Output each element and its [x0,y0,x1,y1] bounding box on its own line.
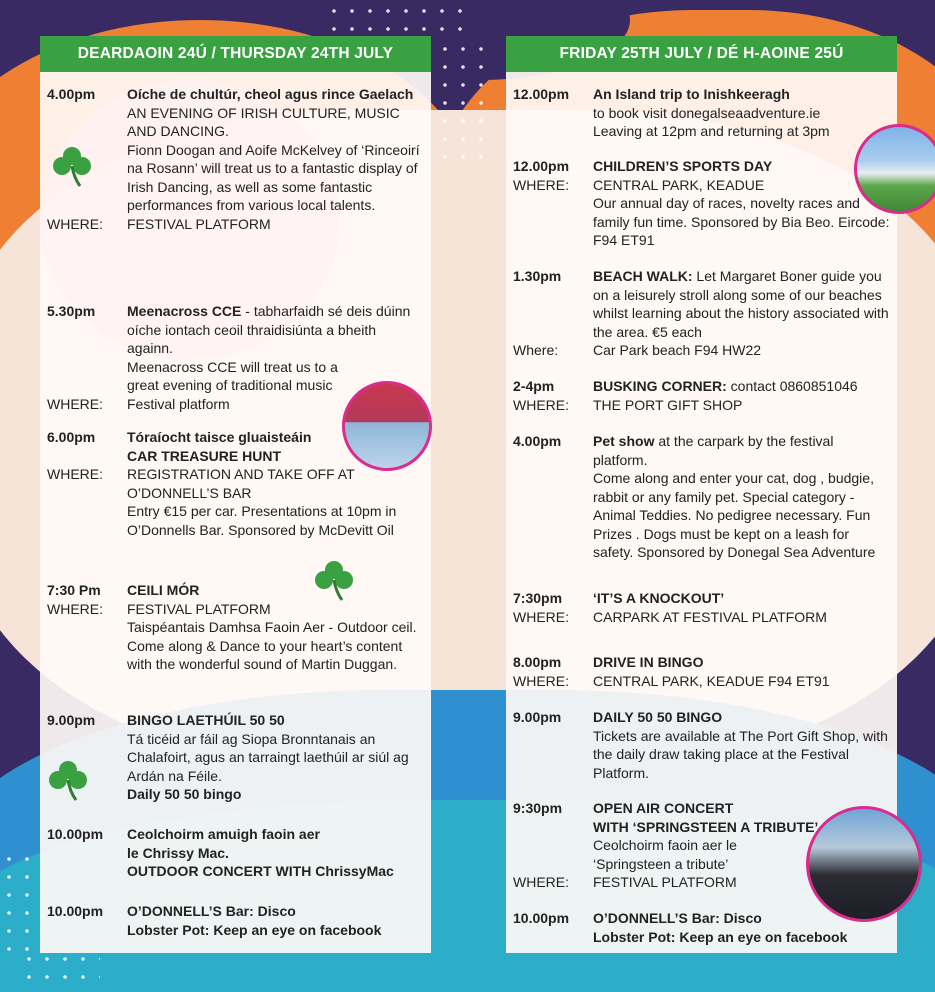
event-time: 1.30pm [513,268,562,284]
where-label: WHERE: [513,874,569,890]
event-where: CENTRAL PARK, KEADUE F94 ET91 [593,672,830,689]
event-fri-6 [513,589,891,626]
event-text: Come along and enter your cat, dog , budgie, rabbit or any family pet. Special category - Animal Teddies. No pedigree necessary. Fun Prizes . Dogs must be kept on a leash for safety. Sponsored by Donegal Sea Adventure [593,470,876,560]
event-title: CEILI MÓR [127,582,200,598]
where-label: WHERE: [513,608,569,625]
event-time: 8.00pm [513,654,562,670]
event-time: 2-4pm [513,378,555,394]
children-photo [342,381,432,471]
event-title: DAILY 50 50 BINGO [593,709,723,725]
event-time: 6.00pm [47,429,96,445]
event-time: 4.00pm [47,86,96,102]
event-fri-7 [513,653,891,690]
event-title: WITH ‘SPRINGSTEEN A TRIBUTE’ [593,818,819,835]
event-time: 10.00pm [47,826,104,842]
event-text: ‘Springsteen a tribute’ [593,855,729,872]
event-time: 9.00pm [47,712,96,728]
event-text: Ceolchoirm faoin aer le [593,837,737,853]
where-label: WHERE: [47,215,103,232]
event-title: OPEN AIR CONCERT [593,800,734,816]
concert-photo [806,806,922,922]
event-title: OUTDOOR CONCERT WITH ChrissyMac [127,863,394,879]
thursday-panel [40,36,431,953]
event-time: 5.30pm [47,303,96,319]
where-label: WHERE: [47,466,103,482]
event-title: Tóraíocht taisce gluaisteáin [127,429,312,445]
event-title: O’DONNELL’S Bar: Disco [593,910,762,926]
event-title: O’DONNELL’S Bar: Disco [127,903,296,919]
event-where: Car Park beach F94 HW22 [593,342,762,358]
event-title: le Chrissy Mac. [127,844,229,861]
event-text: Taispéantais Damhsa Faoin Aer - Outdoor ceil. Come along & Dance to your heart’s content with the wonderful sound of Martin Duggan. [127,619,417,672]
event-text: Fionn Doogan and Aoife McKelvey of ‘Rinceoirí na Rosann’ will treat us to a fantastic display of Irish Dancing, as well as some fantastic performances from various local talents. [127,141,420,213]
event-time: 12.00pm [513,86,570,102]
event-time: 4.00pm [513,433,562,449]
event-thu-7 [47,902,425,939]
event-title: Meenacross CCE [127,303,242,319]
event-time: 9:30pm [513,800,563,816]
event-text: to book visit donegalseaadventure.ie [593,104,821,121]
event-where: FESTIVAL PLATFORM [127,600,271,617]
event-where: CENTRAL PARK, KEADUE [593,176,765,193]
event-title: Ceolchoirm amuigh faoin aer [127,826,320,842]
event-thu-4 [47,581,425,674]
event-text: Leaving at 12pm and returning at 3pm [593,123,830,139]
event-time: 7:30 Pm [47,582,101,598]
event-text: AN EVENING OF IRISH CULTURE, MUSIC AND DANCING. [127,104,400,139]
shamrock-icon [312,558,356,602]
event-where: Festival platform [127,395,230,412]
shamrock-icon [50,144,94,188]
event-thu-1 [47,85,425,233]
shamrock-icon [46,758,90,802]
event-fri-8 [513,708,891,782]
event-text: Entry €15 per car. Presentations at 10pm in O’Donnells Bar. Sponsored by McDevitt Oil [127,503,397,538]
event-fri-1 [513,85,891,141]
friday-header: FRIDAY 25TH JULY / DÉ H-AOINE 25Ú [506,36,897,72]
event-text: Our annual day of races, novelty races and family fun time. Sponsored by Bia Beo. Eircode: F94 ET91 [593,195,890,248]
event-text: at the carpark by the festival platform. [593,433,834,468]
event-title: BEACH WALK: [593,268,693,284]
event-where: REGISTRATION AND TAKE OFF AT O’DONNELL’S BAR [127,466,355,501]
event-text: Tá ticéid ar fáil ag Siopa Bronntanais an Chalafoirt, agus an tarraingt laethúil ar siúl ag Ardán na Féile. [127,730,409,784]
event-fri-4 [513,377,891,414]
event-fri-2 [513,157,891,250]
event-time: 10.00pm [513,910,570,926]
where-label: Where: [513,342,559,358]
event-title: Lobster Pot: Keep an eye on facebook [127,921,382,938]
thursday-header: DEARDAOIN 24Ú / THURSDAY 24TH JULY [40,36,431,72]
event-text: Tickets are available at The Port Gift Shop, with the daily draw taking place at the Festival Platform. [593,727,888,781]
event-fri-10 [513,909,891,946]
event-thu-5 [47,711,425,804]
event-text: contact 0860851046 [726,378,858,394]
event-title: ‘IT’S A KNOCKOUT’ [593,590,725,606]
event-time: 7:30pm [513,590,563,606]
event-title: BUSKING CORNER: [593,378,727,394]
sports-day-photo [854,124,935,214]
event-time: 9.00pm [513,709,562,725]
where-label: WHERE: [513,672,569,689]
event-fri-3 [513,267,891,360]
event-title: CAR TREASURE HUNT [127,447,281,464]
event-title: Pet show [593,433,655,449]
event-time: 12.00pm [513,158,570,174]
event-text: Let Margaret Boner guide you on a leisurely stroll along some of our beaches whilst learning about the history associated with the area. €5 each [593,268,889,340]
event-where: CARPARK AT FESTIVAL PLATFORM [593,608,827,625]
event-title: DRIVE IN BINGO [593,654,704,670]
event-text: Meenacross CCE will treat us to a great evening of traditional music [127,358,338,393]
event-thu-6 [47,825,425,881]
where-label: WHERE: [513,176,569,193]
event-title: An Island trip to Inishkeeragh [593,86,790,102]
event-text: - tabharfaidh sé deis dúinn oíche iontach ceoil thraidisiúnta a bheith againn. [127,303,411,356]
event-title: Daily 50 50 bingo [127,786,242,802]
event-title: Lobster Pot: Keep an eye on facebook [593,928,848,945]
where-label: WHERE: [47,600,103,617]
event-where: FESTIVAL PLATFORM [593,874,737,890]
event-where: FESTIVAL PLATFORM [127,215,271,232]
where-label: WHERE: [513,396,569,413]
event-title: BINGO LAETHÚIL 50 50 [127,712,285,728]
event-time: 10.00pm [47,903,104,919]
event-where: THE PORT GIFT SHOP [593,396,743,413]
event-fri-5 [513,432,891,562]
where-label: WHERE: [47,395,103,412]
friday-panel [506,36,897,953]
event-title: CHILDREN’S SPORTS DAY [593,158,773,174]
event-title: Oíche de chultúr, cheol agus rince Gaelach [127,86,414,102]
